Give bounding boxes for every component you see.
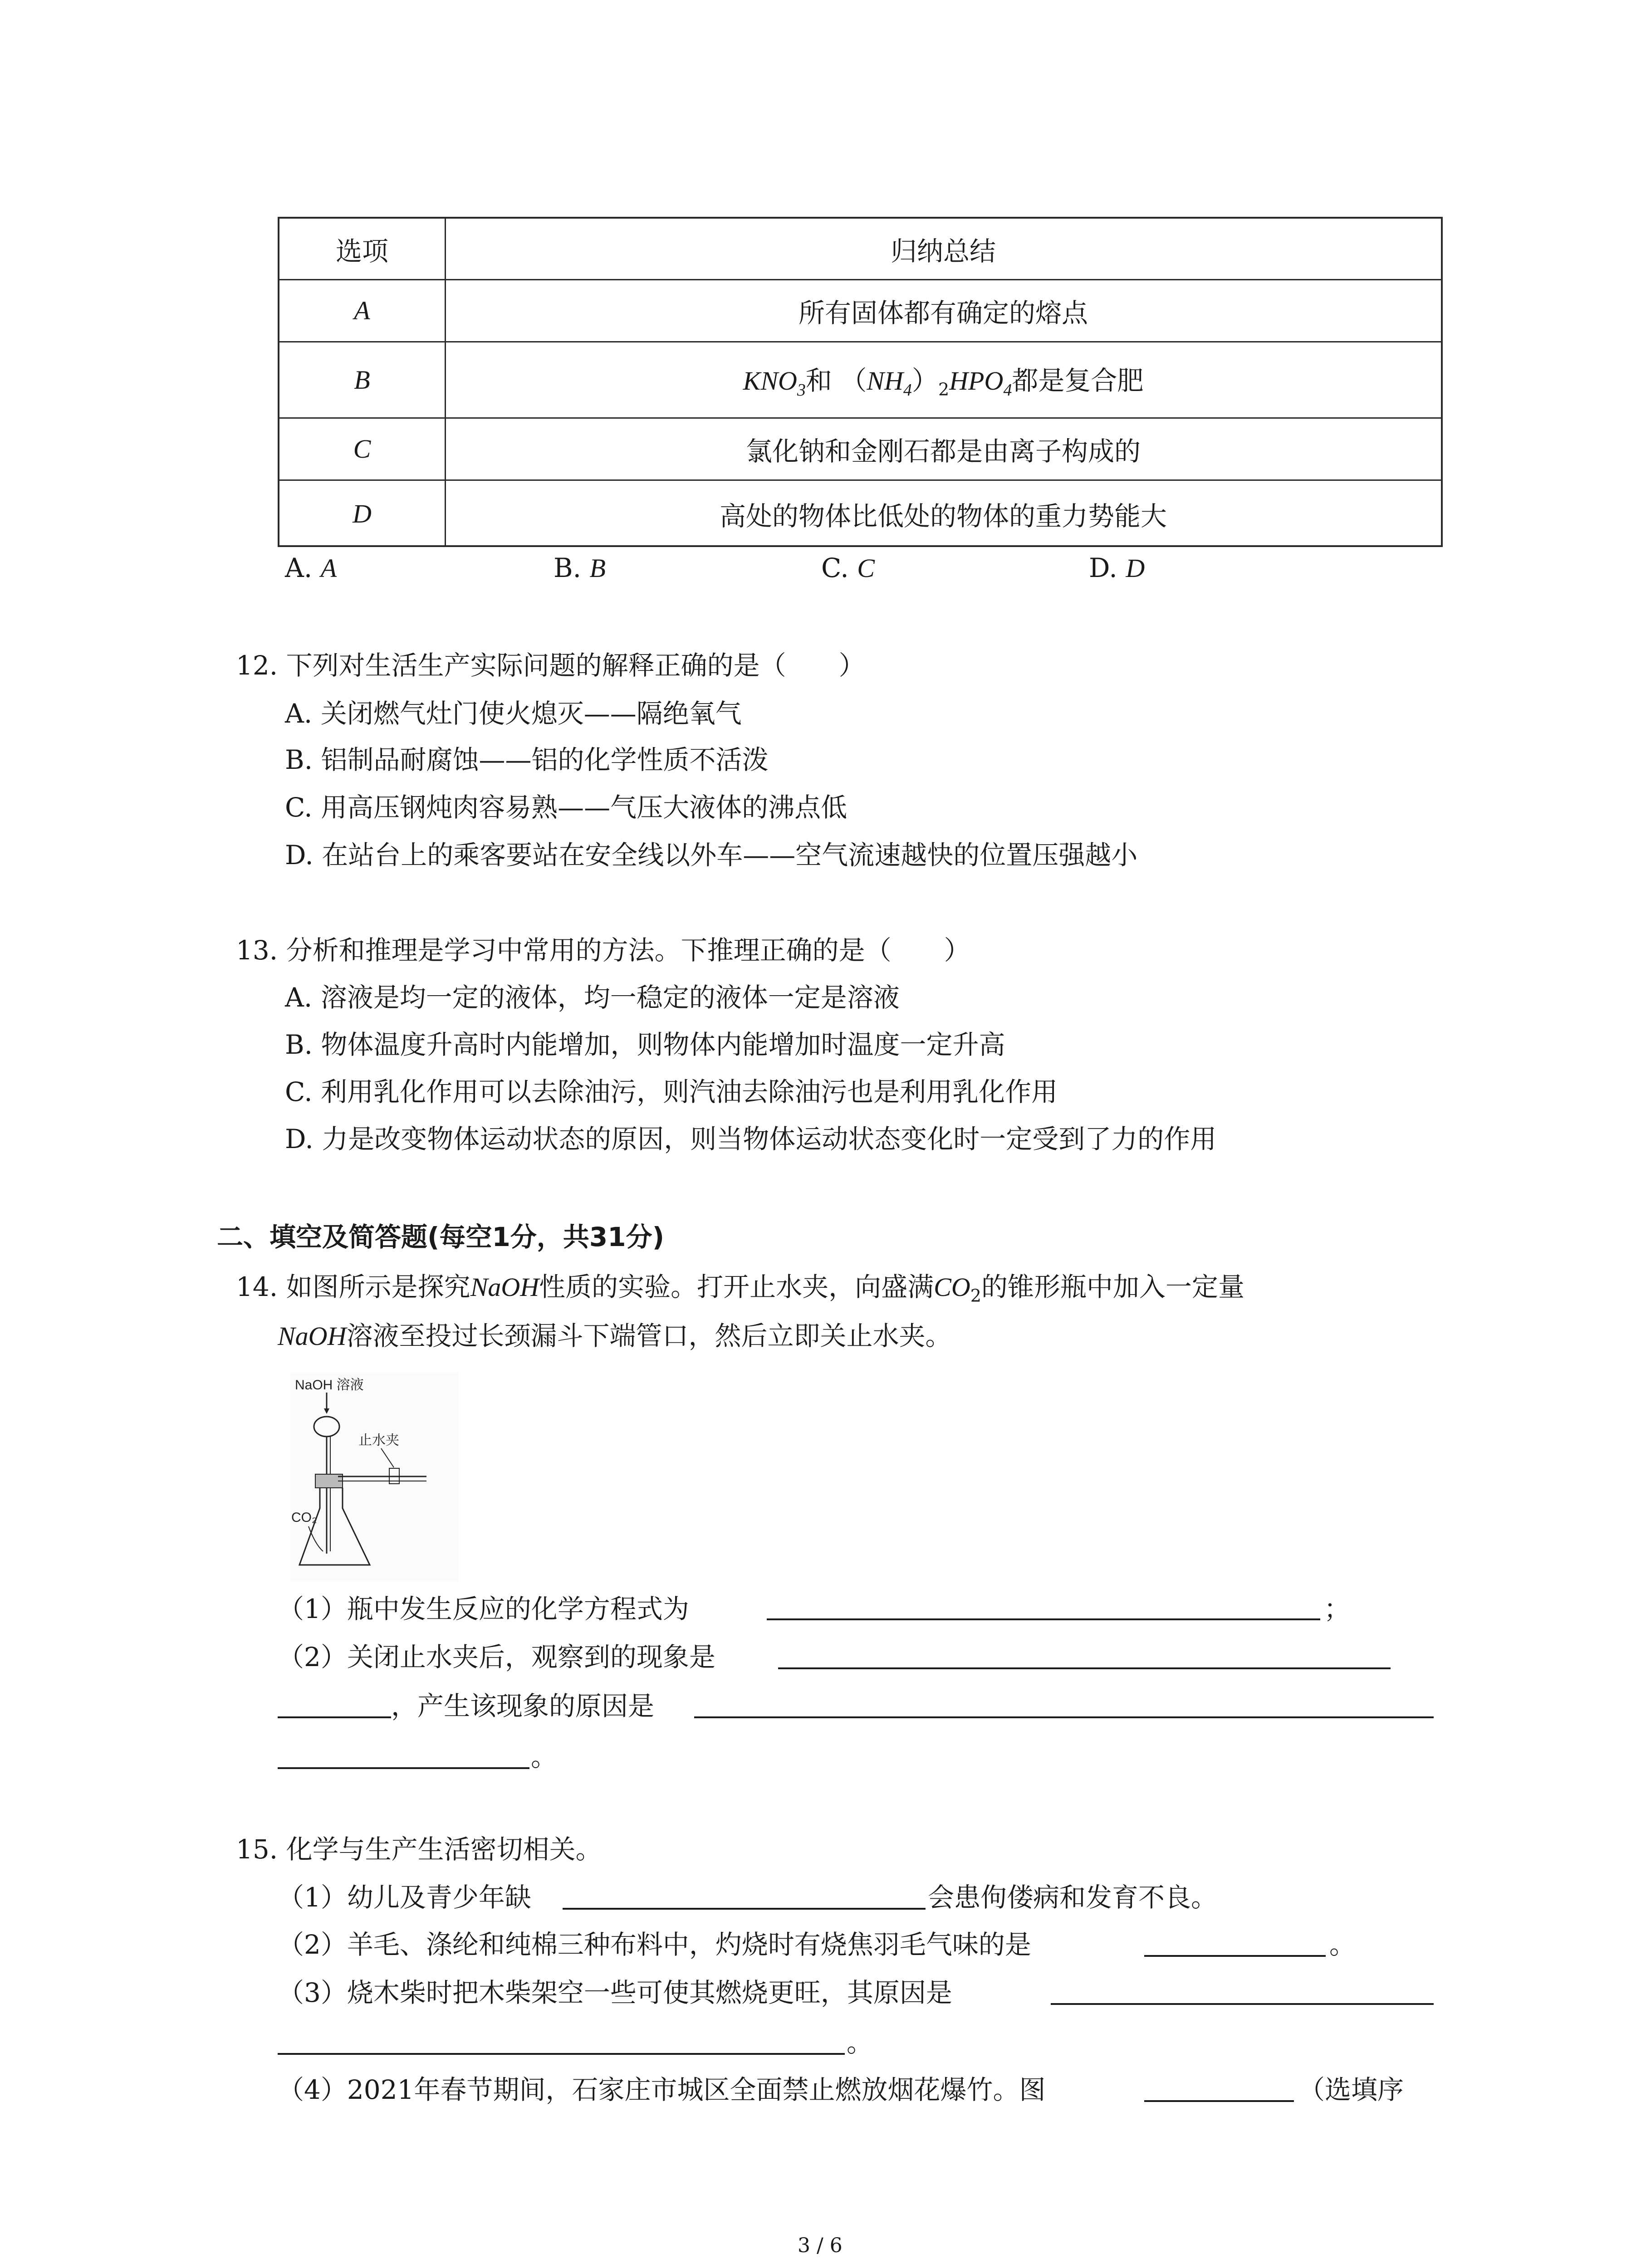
experiment-figure: [290, 1372, 458, 1581]
q13-option-c: C. 利用乳化作用可以去除油污，则汽油去除油污也是利用乳化作用: [285, 1076, 1058, 1107]
naoh-solution-label: NaOH 溶液: [295, 1378, 364, 1393]
co2-label: CO₂: [291, 1510, 317, 1525]
clamp-label: 止水夹: [358, 1433, 399, 1448]
table-row-summary: $KNO_3$和 $(NH_4)_2HPO_4$都是复合肥: [743, 365, 1144, 400]
answer-blank[interactable]: [563, 1908, 926, 1910]
q14-sub2: （2）关闭止水夹后，观察到的现象是: [278, 1642, 715, 1672]
table-row-option: D: [353, 499, 372, 528]
q15-sub1-b: 会患佝偻病和发育不良。: [928, 1882, 1218, 1913]
q15-sub2-b: 。: [1329, 1929, 1356, 1960]
q13-option-d: D. 力是改变物体运动状态的原因，则当物体运动状态变化时一定受到了力的作用: [285, 1124, 1217, 1154]
table-header-option: 选项: [335, 235, 388, 267]
table-row-option: A: [354, 296, 370, 325]
table-row-option: B: [354, 365, 370, 395]
table-row-summary: 所有固体都有确定的熔点: [798, 297, 1088, 328]
q15-sub3-end: 。: [847, 2027, 873, 2058]
q12-option-c: C. 用高压钢炖肉容易熟——气压大液体的沸点低: [285, 792, 847, 823]
answer-blank[interactable]: [1051, 2003, 1434, 2005]
question-13-stem: 13. 分析和推理是学习中常用的方法。下推理正确的是（ ）: [236, 935, 970, 966]
table-header-summary: 归纳总结: [890, 235, 996, 267]
answer-blank[interactable]: [767, 1618, 1320, 1620]
choice-a: A. A: [285, 552, 337, 583]
question-14-stem-cont: NaOH溶液至投过长颈漏斗下端管口，然后立即关止水夹。: [278, 1320, 952, 1351]
choice-b: B. B: [554, 552, 606, 583]
answer-blank[interactable]: [278, 1716, 391, 1718]
q13-option-b: B. 物体温度升高时内能增加，则物体内能增加时温度一定升高: [285, 1029, 1005, 1060]
section-title: 二、填空及简答题(每空1分，共31分): [217, 1222, 665, 1252]
q15-sub4-a: （4）2021年春节期间，石家庄市城区全面禁止燃放烟花爆竹。图: [278, 2074, 1046, 2105]
answer-blank[interactable]: [694, 1716, 1434, 1718]
q15-sub4-b: （选填序: [1298, 2074, 1404, 2105]
q14-sub1-end: ；: [1324, 1593, 1351, 1624]
q13-option-a: A. 溶液是均一定的液体，均一稳定的液体一定是溶液: [285, 982, 900, 1013]
answer-blank[interactable]: [778, 1667, 1391, 1669]
answer-blank[interactable]: [1144, 2100, 1294, 2102]
answer-blank[interactable]: [1144, 1955, 1326, 1957]
answer-blank[interactable]: [278, 2053, 845, 2055]
table-row-summary: 高处的物体比低处的物体的重力势能大: [719, 500, 1167, 532]
question-12-stem: 12. 下列对生活生产实际问题的解释正确的是（ ）: [236, 650, 865, 681]
choice-d: D. D: [1089, 552, 1145, 583]
q14-sub2-end: 。: [531, 1741, 558, 1772]
question-15-stem: 15. 化学与生产生活密切相关。: [236, 1834, 602, 1865]
q12-option-d: D. 在站台上的乘客要站在安全线以外车——空气流速越快的位置压强越小: [285, 840, 1138, 870]
q15-sub2-a: （2）羊毛、涤纶和纯棉三种布料中，灼烧时有烧焦羽毛气味的是: [278, 1929, 1031, 1960]
q14-sub1: （1）瓶中发生反应的化学方程式为: [278, 1593, 689, 1624]
q14-sub2-cont: ，产生该现象的原因是: [391, 1691, 655, 1721]
summary-table: [278, 217, 1443, 547]
table-row-summary: 氯化钠和金刚石都是由离子构成的: [745, 435, 1141, 467]
table-row-option: C: [353, 434, 371, 464]
q15-sub3-a: （3）烧木柴时把木柴架空一些可使其燃烧更旺，其原因是: [278, 1977, 952, 2008]
page-number: 3 / 6: [798, 2234, 843, 2257]
q12-option-b: B. 铝制品耐腐蚀——铝的化学性质不活泼: [285, 744, 769, 775]
choice-c: C. C: [821, 552, 875, 583]
q15-sub1-a: （1）幼儿及青少年缺: [278, 1882, 531, 1913]
answer-blank[interactable]: [278, 1767, 529, 1769]
question-14-stem: 14. 如图所示是探究NaOH性质的实验。打开止水夹，向盛满$CO_2$的锥形瓶中加入一定量: [236, 1271, 1244, 1306]
q12-option-a: A. 关闭燃气灶门使火熄灭——隔绝氧气: [285, 698, 742, 729]
